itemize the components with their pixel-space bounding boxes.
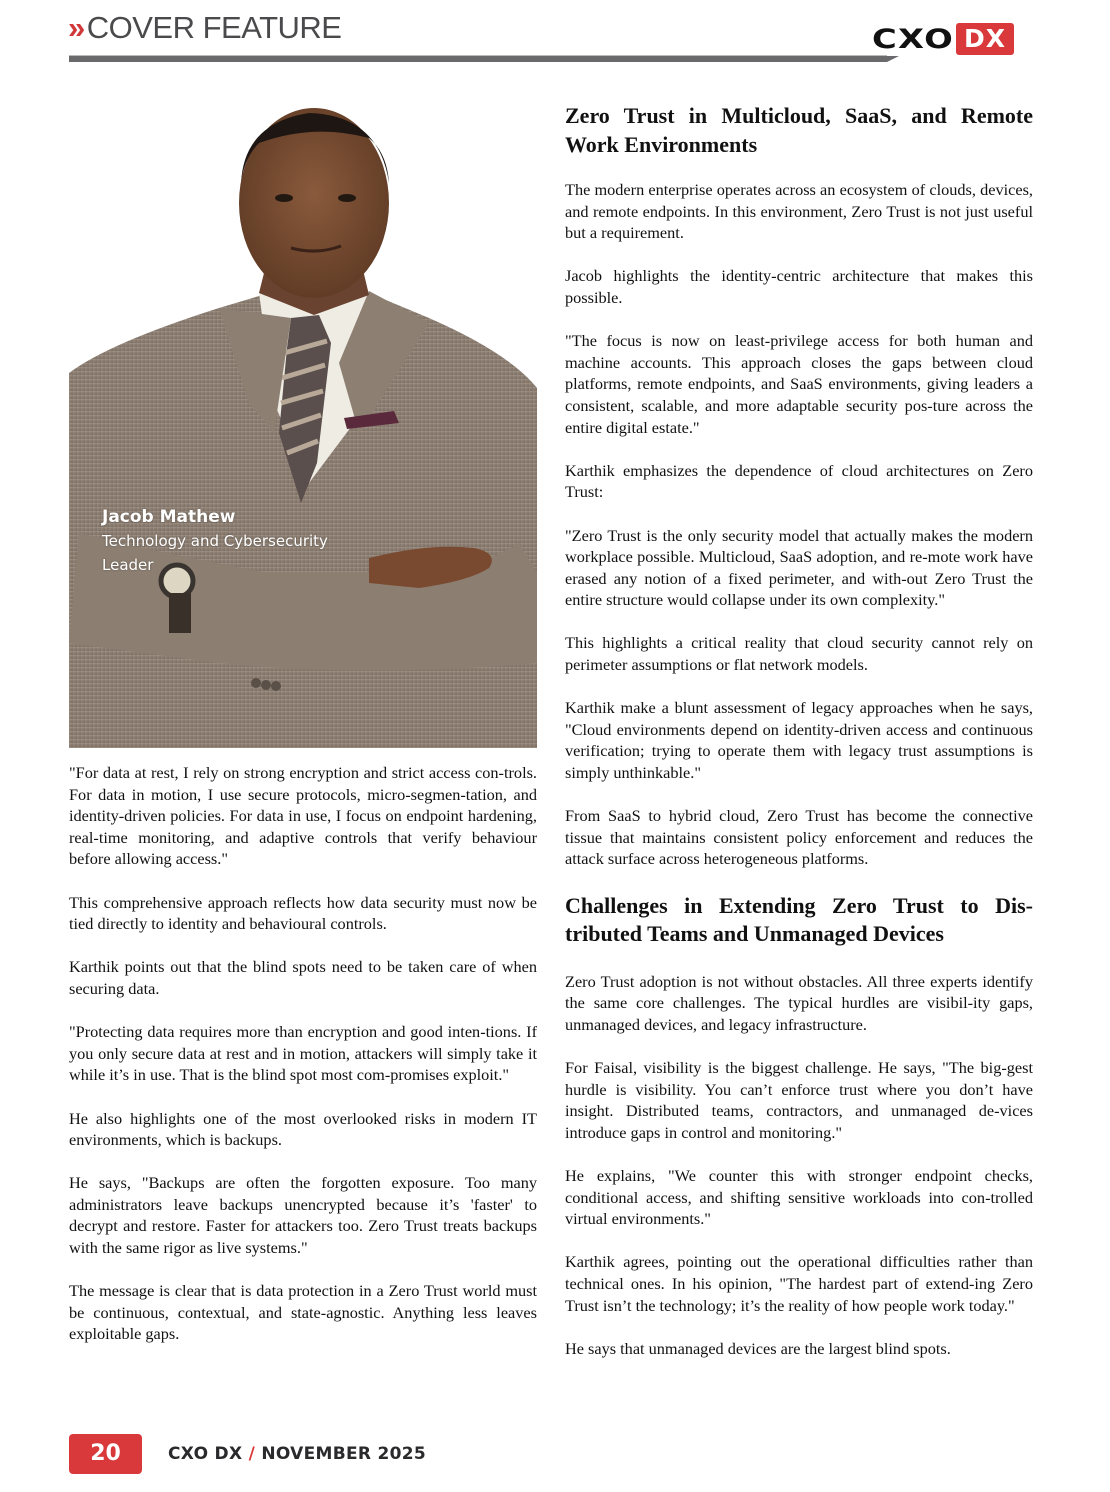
paragraph: He says, "Backups are often the forgotten exposure. Too many administrators leave backups unencrypted because it’s 'faster' to decrypt and restore. Faster for attackers too. Zero Trust treats backups with the same rigor as live systems." (69, 1173, 537, 1258)
section-heading-challenges: Challenges in Extending Zero Trust to Dis-tributed Teams and Unmanaged Devices (565, 892, 1033, 947)
paragraph: He explains, "We counter this with stronger endpoint checks, conditional access, and shifting sensitive workloads into con-trolled virtual environments." (565, 1165, 1033, 1229)
photo-caption (102, 505, 352, 577)
paragraph: The modern enterprise operates across an ecosystem of clouds, devices, and remote endpoints. In this environment, Zero Trust is not just useful but a requirement. (565, 180, 1033, 243)
footer-separator: / (248, 1444, 256, 1464)
paragraph: Karthik agrees, pointing out the operational difficulties rather than technical ones. In his opinion, "The hardest part of extend-ing Zero Trust isn’t the technology; it’s the reality of how people work today." (565, 1252, 1033, 1315)
portrait-photo (69, 103, 537, 748)
paragraph: From SaaS to hybrid cloud, Zero Trust has become the connective tissue that maintains consistent policy enforcement and reduces the attack surface across heterogeneous platforms. (565, 806, 1033, 869)
section-title: COVER FEATURE (86, 10, 342, 45)
paragraph: The message is clear that is data protection in a Zero Trust world must be continuous, contextual, and state-agnostic. Anything less leaves exploitable gaps. (69, 1281, 537, 1344)
footer-issue (168, 1444, 426, 1464)
logo-cxo-text: CXO (872, 23, 955, 55)
paragraph: Zero Trust adoption is not without obstacles. All three experts identify the same core challenges. The typical hurdles are visibil-ity gaps, unmanaged devices, and legacy infrastructure. (565, 971, 1033, 1034)
paragraph: This comprehensive approach reflects how data security must now be tied directly to identity and behavioural controls. (69, 892, 537, 934)
caption-name: Jacob Mathew (102, 507, 236, 527)
paragraph: Karthik points out that the blind spots need to be taken care of when securing data. (69, 957, 537, 998)
left-column (69, 762, 537, 1367)
footer-publication: CXO DX (168, 1444, 243, 1464)
chevron-double-right-icon: » (68, 10, 85, 45)
header-rule (69, 55, 887, 62)
paragraph: "The focus is now on least-privilege access for both human and machine accounts. This approach closes the gaps between cloud platforms, remote endpoints, and SaaS environments, giving leaders a consistent, scalable, and more adaptable security pos-ture across the entire digital estate." (565, 331, 1033, 437)
right-column (565, 102, 1033, 1381)
paragraph: He also highlights one of the most overlooked risks in modern IT environments, which is backups. (69, 1108, 537, 1150)
page-number: 20 (69, 1434, 142, 1474)
paragraph: Karthik make a blunt assessment of legacy approaches when he says, "Cloud environments depend on identity-driven access and continuous verification; trying to operate them with legacy trust assumptions is simply unthinkable." (565, 698, 1033, 783)
section-label (68, 10, 341, 46)
logo-dx-badge: DX (956, 23, 1014, 55)
paragraph: He says that unmanaged devices are the largest blind spots. (565, 1338, 951, 1358)
brand-logo (872, 23, 1014, 55)
paragraph: Karthik emphasizes the dependence of cloud architectures on Zero Trust: (565, 460, 1033, 502)
paragraph: "For data at rest, I rely on strong encryption and strict access con-trols. For data in motion, I use secure protocols, micro-segmen-tation, and identity-driven policies. For data in use, I focus on endpoint hardening, real-time monitoring, and adaptive controls that verify behaviour before allowing access." (69, 763, 537, 869)
paragraph: This highlights a critical reality that cloud security cannot rely on perimeter assumptions or flat network models. (565, 633, 1033, 675)
caption-role: Technology and Cybersecurity Leader (102, 532, 328, 574)
footer-issue-date: NOVEMBER 2025 (261, 1444, 427, 1464)
paragraph: Jacob highlights the identity-centric architecture that makes this possible. (565, 266, 1033, 307)
section-heading-multicloud: Zero Trust in Multicloud, SaaS, and Remote Work Environments (565, 103, 1033, 157)
portrait-illustration (69, 103, 537, 748)
paragraph: "Protecting data requires more than encryption and good inten-tions. If you only secure data at rest and in motion, attackers will simply take it while it’s in use. That is the blind spot most com-promises exploit." (69, 1022, 537, 1085)
paragraph: "Zero Trust is the only security model that actually makes the modern workplace possible. Multicloud, SaaS adoption, and re-mote work have erased any notion of a fixed perimeter, and with-out Zero Trust the entire structure would collapse under its own complexity." (565, 525, 1033, 610)
paragraph: For Faisal, visibility is the biggest challenge. He says, "The big-gest hurdle is visibility. You can’t enforce trust where you don’t have insight. Distributed teams, contractors, and unmanaged de-vices introduce gaps in control and monitoring." (565, 1057, 1033, 1142)
